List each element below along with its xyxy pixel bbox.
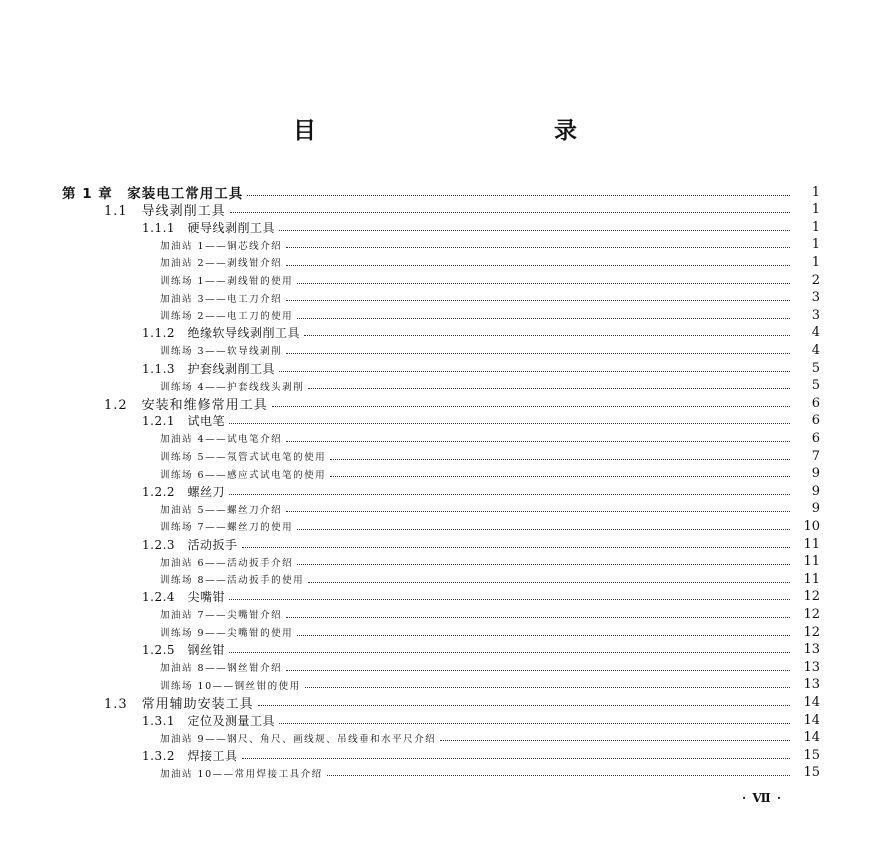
toc-entry[interactable]	[0, 711, 870, 729]
toc-leader-dots	[279, 722, 790, 724]
toc-entry-label: 训练场 5——氖管式试电笔的使用	[160, 452, 327, 463]
toc-leader-dots	[229, 493, 790, 495]
toc-entry[interactable]	[0, 412, 870, 430]
toc-entry-label: 加油站 3——电工刀介绍	[160, 293, 283, 305]
toc-leader-dots	[297, 634, 790, 636]
page-title: 目 录	[293, 118, 641, 144]
toc-entry[interactable]	[0, 517, 870, 535]
toc-entry[interactable]	[0, 570, 870, 588]
toc-leader-dots	[330, 458, 790, 460]
toc-entry[interactable]	[0, 253, 870, 271]
toc-entry-page: 9	[811, 466, 820, 482]
toc-leader-dots	[304, 334, 790, 336]
toc-leader-dots	[286, 246, 790, 248]
toc-leader-dots	[297, 563, 790, 565]
toc-leader-dots	[286, 299, 790, 301]
toc-entry[interactable]	[0, 218, 870, 236]
toc-entry-page: 12	[803, 624, 820, 640]
toc-entry[interactable]	[0, 693, 870, 711]
toc-entry-page: 1	[811, 219, 820, 235]
toc-entry-label: 1.1 导线剥削工具	[104, 204, 226, 220]
toc-entry-label: 加油站 4——试电笔介绍	[160, 434, 283, 446]
toc-leader-dots	[297, 282, 790, 284]
toc-entry-page: 11	[803, 554, 820, 570]
toc-entry-label: 1.1.3 护套线剥削工具	[142, 361, 276, 376]
toc-leader-dots	[286, 616, 790, 618]
toc-entry-label: 1.2.3 活动扳手	[142, 537, 238, 552]
toc-entry-label: 1.1.1 硬导线剥削工具	[142, 220, 276, 235]
toc-leader-dots	[279, 370, 790, 372]
toc-entry[interactable]	[0, 324, 870, 342]
toc-entry-page: 15	[803, 765, 820, 781]
toc-entry[interactable]	[0, 341, 870, 359]
toc-entry[interactable]	[0, 482, 870, 500]
toc-entry-page: 6	[811, 413, 820, 429]
toc-entry[interactable]	[0, 764, 870, 782]
page-number-footer: · Ⅶ ·	[742, 791, 783, 805]
toc-leader-dots	[297, 317, 790, 319]
toc-leader-dots	[230, 211, 790, 213]
toc-entry-page: 1	[811, 237, 820, 253]
toc-entry-label: 训练场 9——尖嘴钳的使用	[160, 628, 294, 639]
toc-entry[interactable]	[0, 658, 870, 676]
toc-entry-label: 加油站 9——钢尺、角尺、画线规、吊线垂和水平尺介绍	[160, 733, 437, 745]
toc-entry-label: 训练场 6——感应式试电笔的使用	[160, 469, 327, 481]
toc-entry-page: 14	[803, 694, 820, 710]
toc-entry-label: 加油站 1——铜芯线介绍	[160, 240, 283, 252]
toc-leader-dots	[229, 422, 790, 424]
toc-entry-page: 5	[811, 378, 820, 394]
toc-leader-dots	[242, 757, 790, 759]
toc-entry-page: 1	[811, 202, 820, 218]
toc-entry-page: 4	[811, 342, 820, 358]
toc-entry-label: 训练场 3——软导线剥削	[160, 346, 283, 358]
toc-entry-label: 1.2.5 钢丝钳	[142, 643, 226, 658]
toc-entry[interactable]	[0, 500, 870, 518]
toc-entry-page: 13	[803, 677, 820, 693]
toc-entry[interactable]	[0, 289, 870, 307]
toc-entry-label: 加油站 7——尖嘴钳介绍	[160, 610, 283, 622]
toc-entry-page: 11	[803, 536, 820, 552]
toc-leader-dots	[330, 475, 790, 477]
toc-entry[interactable]	[0, 306, 870, 324]
toc-entry-label: 1.2.1 试电笔	[142, 414, 226, 429]
toc-entry[interactable]	[0, 359, 870, 377]
toc-leader-dots	[286, 669, 790, 671]
toc-entry[interactable]	[0, 641, 870, 659]
toc-entry-page: 7	[811, 448, 820, 464]
toc-entry[interactable]	[0, 394, 870, 412]
toc-leader-dots	[279, 229, 790, 231]
toc-entry-label: 加油站 10——常用焊接工具介绍	[160, 768, 323, 780]
toc-leader-dots	[229, 651, 790, 653]
toc-entry[interactable]	[0, 553, 870, 571]
toc-entry[interactable]	[0, 236, 870, 254]
toc-entry-label: 加油站 8——钢丝钳介绍	[160, 663, 283, 675]
toc-entry[interactable]	[0, 447, 870, 465]
toc-entry-label: 加油站 2——剥线钳介绍	[160, 258, 283, 270]
toc-entry-page: 13	[803, 642, 820, 658]
toc-leader-dots	[440, 739, 790, 741]
toc-entry-label: 1.2 安装和维修常用工具	[104, 397, 268, 413]
toc-entry-page: 12	[803, 606, 820, 622]
toc-entry-page: 13	[803, 659, 820, 675]
toc-entry-page: 14	[803, 712, 820, 728]
toc-leader-dots	[297, 528, 790, 530]
toc-entry-page: 10	[803, 518, 820, 534]
toc-entry[interactable]	[0, 201, 870, 219]
toc-entry-label: 第 1 章 家装电工常用工具	[62, 186, 244, 202]
toc-entry-label: 训练场 1——剥线钳的使用	[160, 276, 294, 287]
toc-entry-page: 11	[803, 571, 820, 587]
toc-entry-page: 1	[811, 254, 820, 270]
toc-leader-dots	[229, 598, 790, 600]
toc-entry-label: 训练场 8——活动扳手的使用	[160, 575, 305, 587]
toc-leader-dots	[242, 546, 790, 548]
toc-entry-label: 1.3 常用辅助安装工具	[104, 696, 254, 712]
toc-entry[interactable]	[0, 605, 870, 623]
toc-entry-page: 6	[811, 395, 820, 411]
toc-entry-page: 6	[811, 430, 820, 446]
toc-entry[interactable]	[0, 271, 870, 289]
toc-entry[interactable]	[0, 676, 870, 694]
toc-entry-page: 3	[811, 290, 820, 306]
toc-entry-page: 1	[811, 184, 820, 200]
toc-entry[interactable]	[0, 465, 870, 483]
toc-entry-label: 训练场 2——电工刀的使用	[160, 311, 294, 323]
toc-entry-label: 1.2.2 螺丝刀	[142, 484, 226, 499]
toc-entry-page: 2	[811, 272, 820, 288]
toc-entry-page: 14	[803, 730, 820, 746]
toc-entry-label: 1.1.2 绝缘软导线剥削工具	[142, 326, 301, 341]
toc-entry-page: 4	[811, 325, 820, 341]
toc-entry-label: 训练场 7——螺丝刀的使用	[160, 522, 294, 534]
toc-entry[interactable]	[0, 535, 870, 553]
toc-leader-dots	[305, 686, 790, 688]
toc-entry[interactable]	[0, 623, 870, 641]
toc-entry[interactable]	[0, 183, 870, 201]
toc-entry-page: 12	[803, 589, 820, 605]
toc-entry-page: 9	[811, 483, 820, 499]
toc-entry-label: 训练场 4——护套线线头剥削	[160, 381, 305, 393]
toc-entry-label: 1.2.4 尖嘴钳	[142, 590, 226, 605]
toc-entry[interactable]	[0, 429, 870, 447]
toc-entry-label: 加油站 6——活动扳手介绍	[160, 557, 294, 569]
toc-entry-label: 1.3.2 焊接工具	[142, 748, 238, 763]
toc-entry[interactable]	[0, 588, 870, 606]
toc-entry-page: 15	[803, 747, 820, 763]
toc-entry-page: 3	[811, 307, 820, 323]
toc-entry[interactable]	[0, 746, 870, 764]
toc-leader-dots	[247, 194, 790, 196]
toc-entry[interactable]	[0, 377, 870, 395]
toc-leader-dots	[286, 440, 790, 442]
toc-entry[interactable]	[0, 729, 870, 747]
toc-entry-label: 1.3.1 定位及测量工具	[142, 713, 276, 728]
toc-leader-dots	[272, 405, 790, 407]
toc-leader-dots	[327, 774, 790, 776]
toc-entry-label: 加油站 5——螺丝刀介绍	[160, 504, 283, 516]
toc-entry-label: 训练场 10——钢丝钳的使用	[160, 680, 301, 692]
toc-leader-dots	[258, 704, 790, 706]
toc-leader-dots	[286, 510, 790, 512]
toc-leader-dots	[308, 581, 790, 583]
toc-entry-page: 9	[811, 501, 820, 517]
toc-leader-dots	[308, 387, 790, 389]
toc-leader-dots	[286, 264, 790, 266]
toc-entry-page: 5	[811, 360, 820, 376]
toc-leader-dots	[286, 352, 790, 354]
